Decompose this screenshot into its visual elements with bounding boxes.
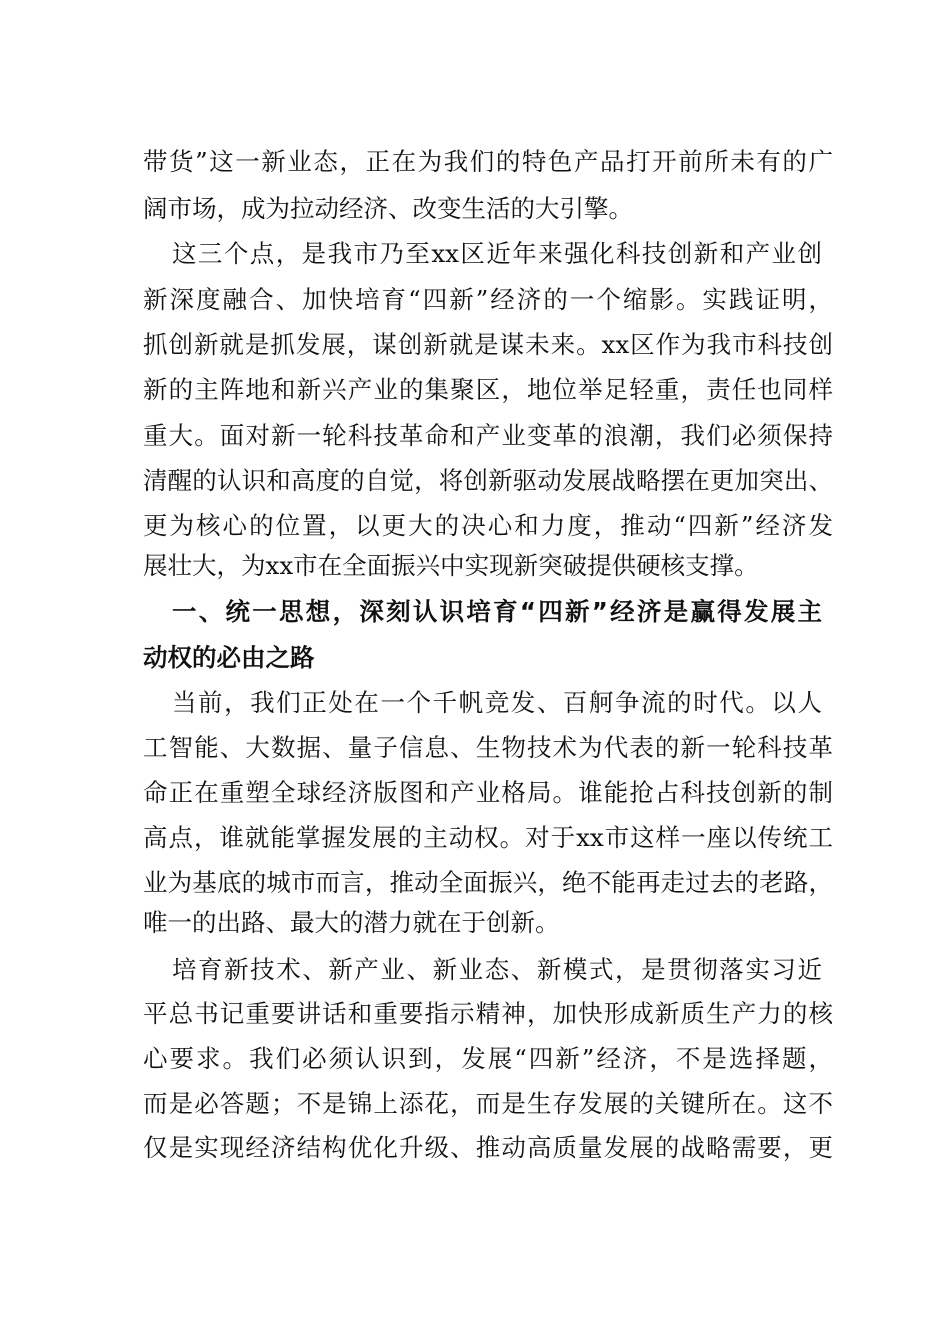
paragraph-line: 仅是实现经济结构优化升级、推动高质量发展的战略需要，更 [143, 1133, 833, 1162]
paragraph-line: 新深度融合、加快培育“四新”经济的一个缩影。实践证明， [143, 285, 833, 314]
paragraph-line: 唯一的出路、最大的潜力就在于创新。 [143, 908, 560, 937]
section-heading: 一、统一思想，深刻认识培育“四新”经济是赢得发展主 [172, 597, 822, 626]
paragraph-line: 清醒的认识和高度的自觉，将创新驱动发展战略摆在更加突出、 [143, 466, 833, 495]
paragraph-line: 高点，谁就能掌握发展的主动权。对于xx市这样一座以传统工 [143, 823, 833, 852]
paragraph-line: 工智能、大数据、量子信息、生物技术为代表的新一轮科技革 [143, 733, 833, 762]
paragraph-line: 命正在重塑全球经济版图和产业格局。谁能抢占科技创新的制 [143, 778, 833, 807]
paragraph-line: 而是必答题；不是锦上添花，而是生存发展的关键所在。这不 [143, 1089, 833, 1118]
paragraph-line: 当前，我们正处在一个千帆竞发、百舸争流的时代。以人 [172, 688, 822, 717]
section-heading: 动权的必由之路 [143, 643, 315, 672]
paragraph-line: 阔市场，成为拉动经济、改变生活的大引擎。 [143, 194, 633, 223]
paragraph-line: 平总书记重要讲话和重要指示精神，加快形成新质生产力的核 [143, 999, 833, 1028]
paragraph-line: 心要求。我们必须认识到，发展“四新”经济，不是选择题， [143, 1044, 833, 1073]
paragraph-line: 这三个点，是我市乃至xx区近年来强化科技创新和产业创 [172, 239, 822, 268]
paragraph-line: 新的主阵地和新兴产业的集聚区，地位举足轻重，责任也同样 [143, 375, 833, 404]
paragraph-line: 业为基底的城市而言，推动全面振兴，绝不能再走过去的老路， [143, 868, 833, 897]
paragraph-line: 更为核心的位置，以更大的决心和力度，推动“四新”经济发 [143, 511, 833, 540]
paragraph-line: 抓创新就是抓发展，谋创新就是谋未来。xx区作为我市科技创 [143, 330, 833, 359]
paragraph-line: 培育新技术、新产业、新业态、新模式，是贯彻落实习近 [172, 955, 822, 984]
paragraph-line: 重大。面对新一轮科技革命和产业变革的浪潮，我们必须保持 [143, 421, 833, 450]
paragraph-line: 展壮大，为xx市在全面振兴中实现新突破提供硬核支撑。 [143, 551, 759, 580]
paragraph-line: 带货”这一新业态，正在为我们的特色产品打开前所未有的广 [143, 147, 833, 176]
